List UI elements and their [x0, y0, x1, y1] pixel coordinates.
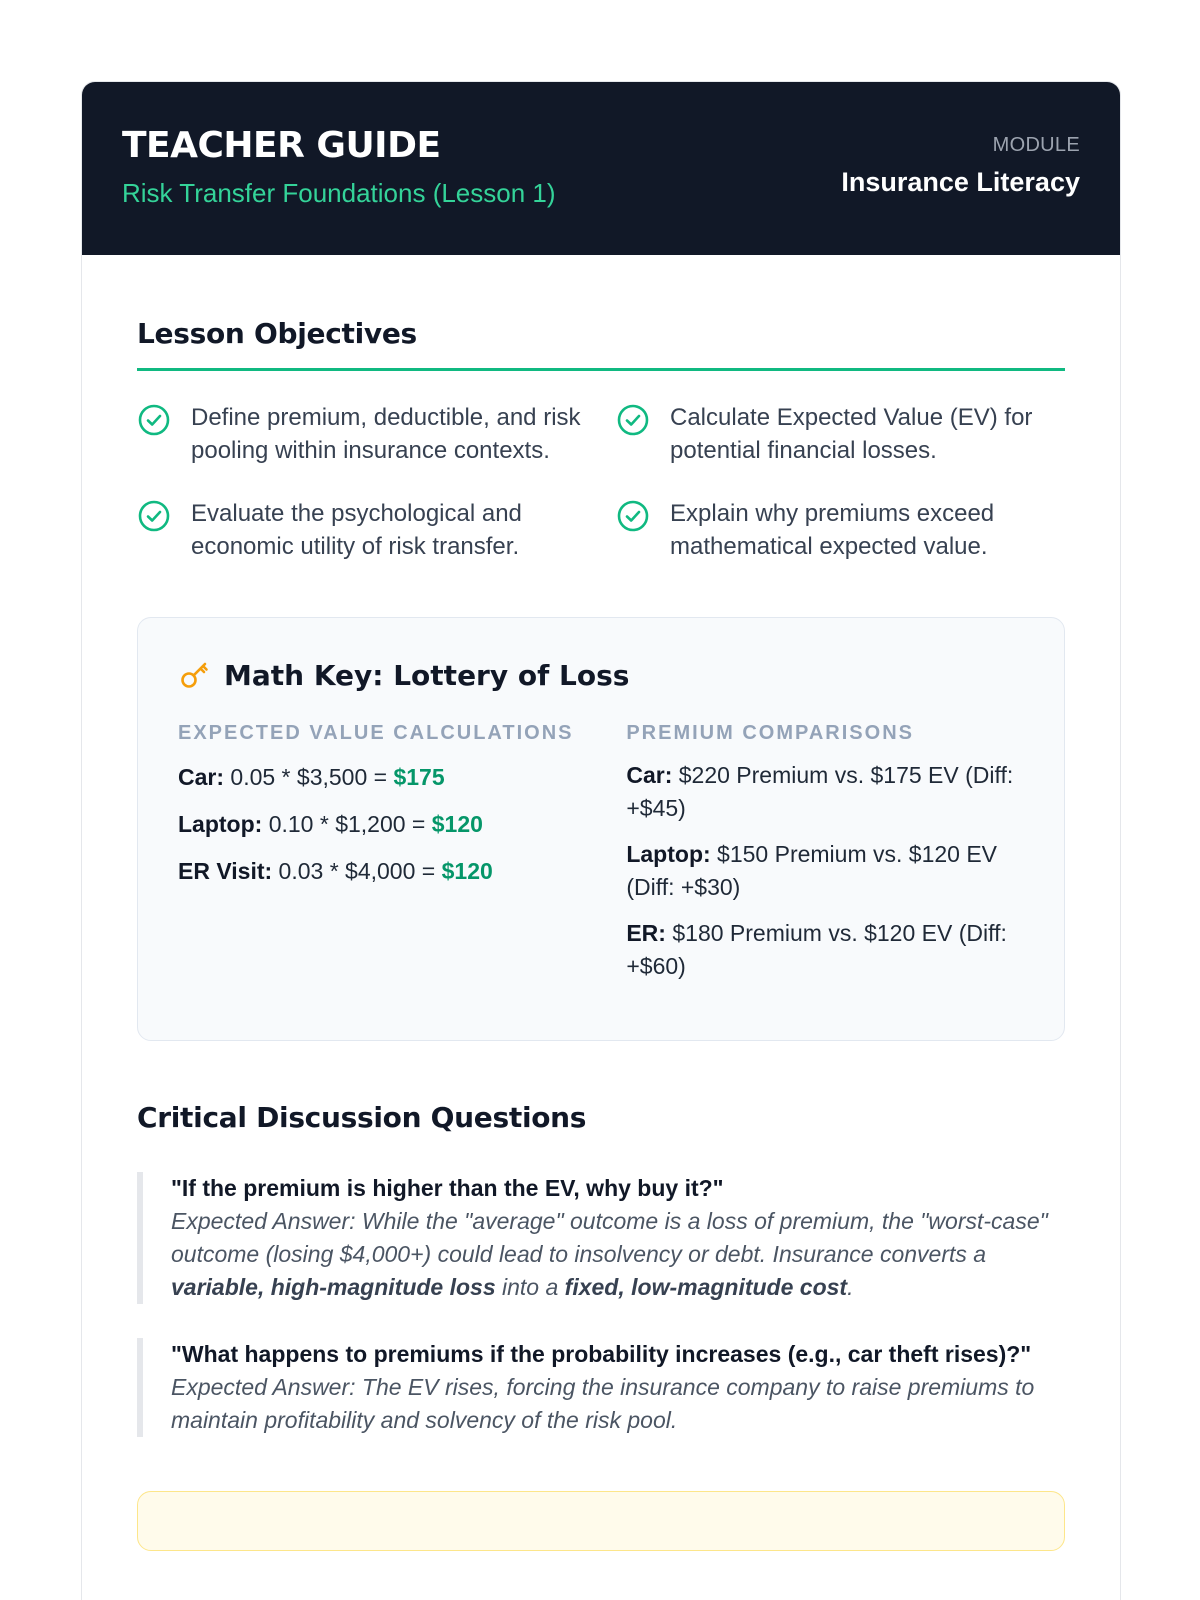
page-title: TEACHER GUIDE	[122, 125, 441, 166]
ev-row	[178, 856, 626, 886]
premium-label: Laptop:	[626, 841, 711, 867]
ev-label: Laptop:	[178, 811, 263, 837]
ev-row	[178, 762, 626, 792]
discussion-question	[137, 1338, 1065, 1437]
premium-heading: PREMIUM COMPARISONS	[626, 722, 914, 744]
answer-emphasis: fixed, low-magnitude cost	[564, 1274, 848, 1300]
check-circle-icon	[137, 403, 171, 437]
math-key-columns	[178, 722, 1024, 983]
expected-answer: Expected Answer: The EV rises, forcing the insurance company to raise premiums to maintain profitability and solvency of the risk pool.	[171, 1374, 1035, 1433]
lesson-subtitle: Risk Transfer Foundations (Lesson 1)	[122, 178, 556, 208]
teacher-guide-card	[81, 81, 1121, 1600]
premium-label: Car:	[626, 762, 673, 788]
premium-row	[626, 917, 1024, 983]
question-text: "What happens to premiums if the probability increases (e.g., car theft rises)?"	[171, 1341, 1032, 1367]
premium-row	[626, 759, 1024, 825]
premium-text: $180 Premium vs. $120 EV (Diff: +$60)	[626, 920, 1007, 979]
ev-formula: 0.10 * $1,200 =	[268, 811, 426, 837]
ev-column	[178, 722, 626, 983]
ev-label: ER Visit:	[178, 858, 273, 884]
ev-formula: 0.03 * $4,000 =	[278, 858, 436, 884]
guide-header	[82, 82, 1120, 255]
objective-text: Explain why premiums exceed mathematical expected value.	[670, 500, 995, 560]
objective-text: Evaluate the psychological and economic utility of risk transfer.	[191, 500, 522, 560]
premium-column	[626, 722, 1024, 983]
module-info	[841, 134, 1080, 198]
answer-mid: into a	[495, 1274, 565, 1300]
objective-item	[137, 497, 616, 563]
answer-emphasis: variable, high-magnitude loss	[171, 1274, 496, 1300]
math-key-box	[137, 617, 1065, 1041]
discussion-question	[137, 1172, 1065, 1304]
key-icon	[178, 658, 212, 692]
ev-result: $120	[431, 811, 483, 837]
premium-text: $150 Premium vs. $120 EV (Diff: +$30)	[626, 841, 998, 900]
ev-heading: EXPECTED VALUE CALCULATIONS	[178, 722, 574, 744]
expected-answer	[171, 1205, 1065, 1304]
objectives-divider	[137, 368, 1065, 371]
module-label: MODULE	[992, 134, 1080, 156]
objectives-heading: Lesson Objectives	[137, 317, 417, 350]
ev-label: Car:	[178, 764, 225, 790]
check-circle-icon	[137, 499, 171, 533]
note-box	[137, 1491, 1065, 1551]
answer-end: .	[847, 1274, 854, 1300]
check-circle-icon	[616, 499, 650, 533]
objective-text: Calculate Expected Value (EV) for potential financial losses.	[670, 404, 1033, 464]
discussion-heading: Critical Discussion Questions	[137, 1101, 587, 1134]
answer-intro: Expected Answer: While the "average" outcome is a loss of premium, the "worst-case" outcome (losing $4,000+) could lead to insolvency or debt. Insurance converts a	[171, 1208, 1048, 1267]
check-circle-icon	[616, 403, 650, 437]
premium-row	[626, 838, 1024, 904]
ev-row	[178, 809, 626, 839]
module-name: Insurance Literacy	[841, 167, 1080, 197]
guide-content	[82, 317, 1120, 1551]
objective-text: Define premium, deductible, and risk pooling within insurance contexts.	[191, 404, 581, 464]
math-key-title-row	[178, 658, 1024, 692]
objectives-list	[137, 401, 1065, 563]
objective-item	[137, 401, 616, 467]
objective-item	[616, 401, 1066, 467]
ev-result: $175	[393, 764, 445, 790]
premium-label: ER:	[626, 920, 666, 946]
premium-text: $220 Premium vs. $175 EV (Diff: +$45)	[626, 762, 1014, 821]
ev-formula: 0.05 * $3,500 =	[230, 764, 388, 790]
objective-item	[616, 497, 1066, 563]
math-key-title: Math Key: Lottery of Loss	[224, 658, 630, 692]
question-text: "If the premium is higher than the EV, why buy it?"	[171, 1175, 724, 1201]
ev-result: $120	[441, 858, 493, 884]
